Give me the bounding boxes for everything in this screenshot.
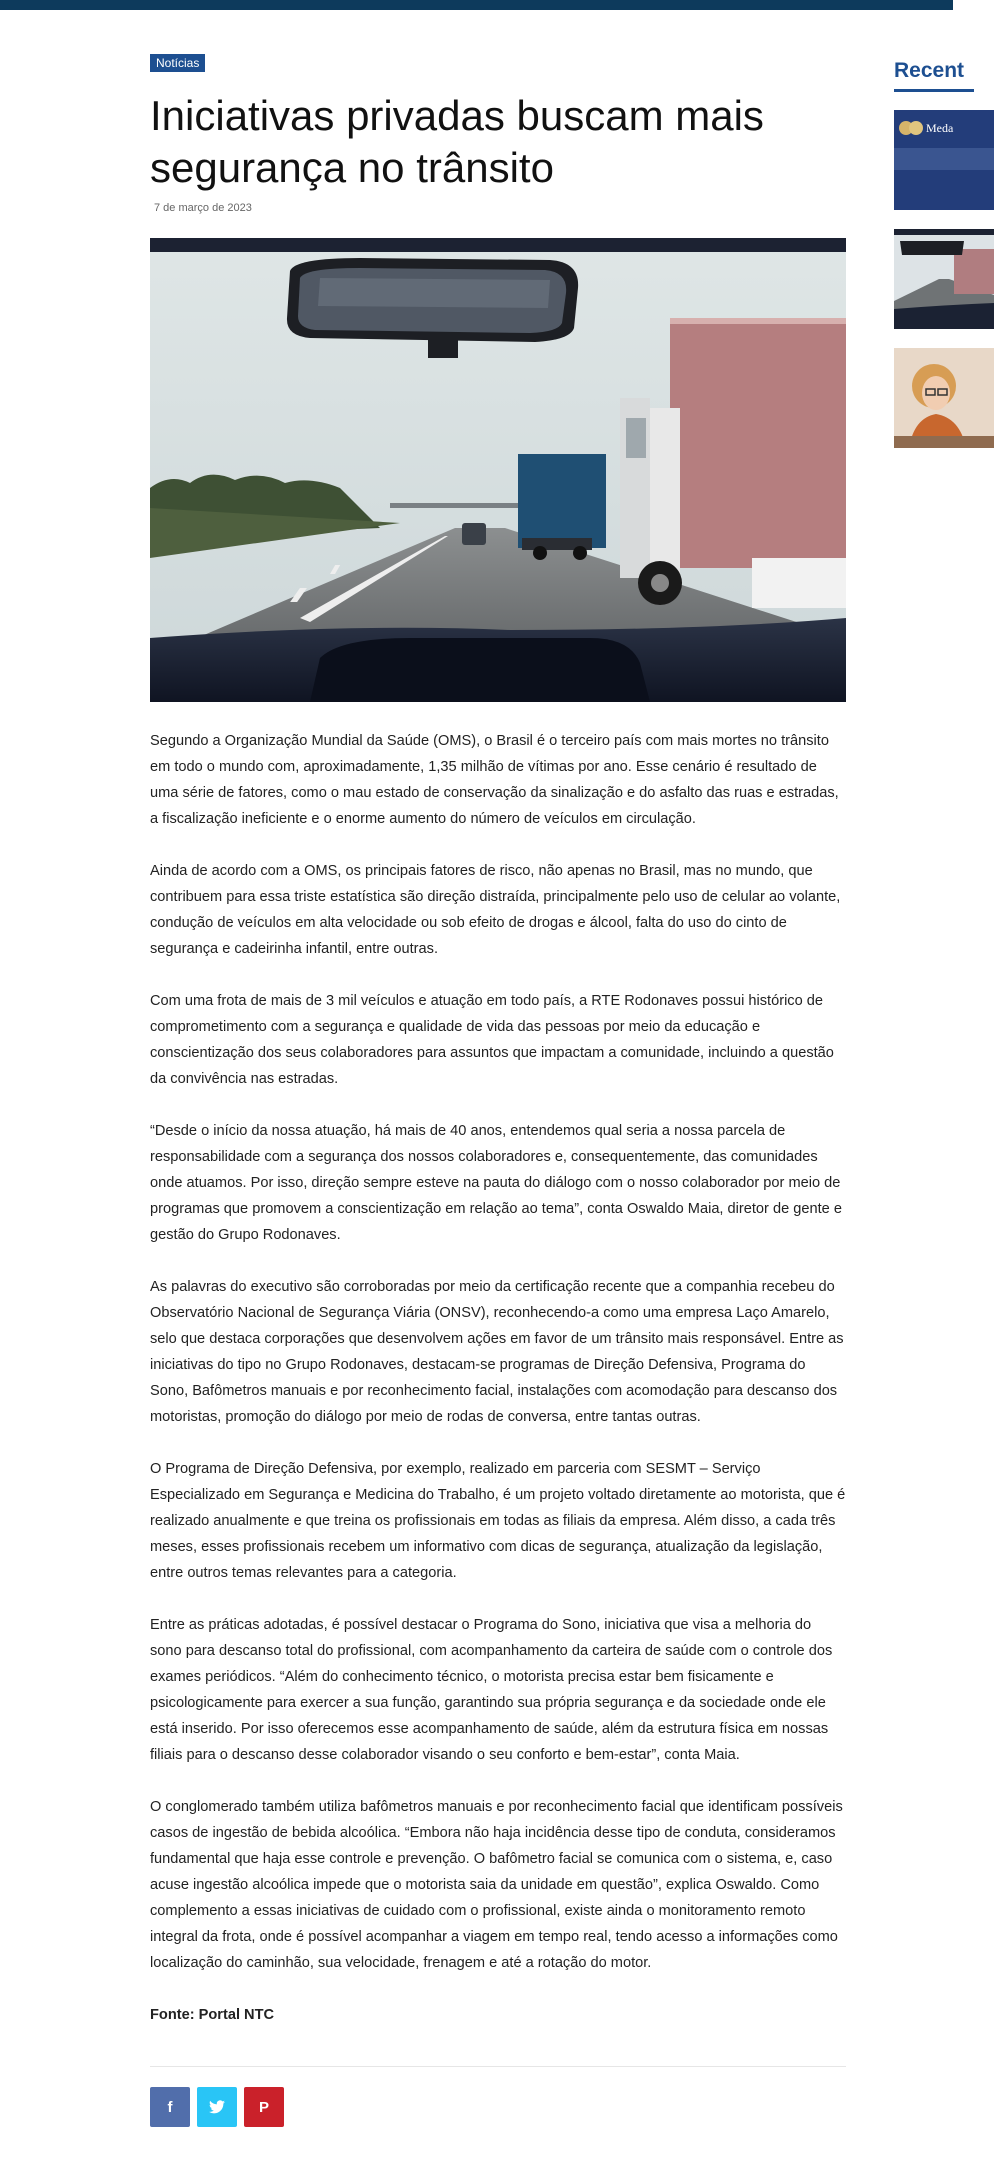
- sidebar-title: Recent: [894, 59, 965, 82]
- paragraph: Segundo a Organização Mundial da Saúde (OMS), o Brasil é o terceiro país com mais mortes no trânsito em todo o mundo com, aproximadamente, 1,35 milhão de vítimas por ano. Esse cenário é resultado de uma série de fatores, como o mau estado de conservação da sinalização e do asfalto das ruas e estradas, a fiscalização ineficiente e o enorme aumento do número de veículos em circulação.: [150, 733, 839, 827]
- paragraph: Entre as práticas adotadas, é possível destacar o Programa do Sono, iniciativa que visa a melhoria do sono para descanso total do profissional, com acompanhamento da carteira de saúde com o controle dos exames periódicos. “Além do conhecimento técnico, o motorista precisa estar bem fisicamente e psicologicamente para exercer a sua função, garantindo sua própria segurança e da sociedade onde ele está inserido. Por isso oferecemos esse acompanhamento de saúde, além da estrutura física em nossas filiais para o descanso desse colaborador visando o seu conforto e bem-estar”, conta Maia.: [150, 1617, 833, 1763]
- twitter-icon: [209, 2100, 225, 2114]
- source-credit: Fonte: Portal NTC: [150, 2007, 275, 2023]
- category-badge[interactable]: Notícias: [150, 54, 205, 72]
- hero-image: [150, 238, 846, 702]
- share-buttons: [150, 2087, 846, 2127]
- facebook-share-button[interactable]: [150, 2087, 190, 2127]
- paragraph: O Programa de Direção Defensiva, por exemplo, realizado em parceria com SESMT – Serviço Especializado em Segurança e Medicina do Trabalho, é um projeto voltado diretamente ao motorista, que é realizado anualmente e que treina os profissionais em todas as filiais da empresa. Além disso, a cada três meses, esses profissionais recebem um informativo com dicas de segurança, atualização da legislação, entre outros temas relevantes para a categoria.: [150, 1461, 846, 1581]
- divider: [150, 2066, 846, 2067]
- sidebar-rule: [894, 89, 974, 92]
- recent-post-thumbnail[interactable]: [894, 348, 994, 448]
- article-title: Iniciativas privadas buscam mais segurança no trânsito: [150, 92, 764, 191]
- sidebar-recent: [894, 56, 974, 448]
- paragraph: As palavras do executivo são corroboradas por meio da certificação recente que a companhia recebeu do Observatório Nacional de Segurança Viária (ONSV), reconhecendo-a como uma empresa Laço Amarelo, selo que destaca corporações que desenvolvem ações em favor de um trânsito mais responsável. Entre as iniciativas do tipo no Grupo Rodonaves, destacam-se programas de Direção Defensiva, Programa do Sono, Bafômetros manuais e por reconhecimento facial, instalações com acomodação para descanso dos motoristas, promoção do diálogo por meio de rodas de conversa, entre tantas outras.: [150, 1279, 844, 1425]
- article-date: 7 de março de 2023: [154, 202, 252, 214]
- article: [150, 54, 846, 2127]
- paragraph: O conglomerado também utiliza bafômetros manuais e por reconhecimento facial que identificam possíveis casos de ingestão de bebida alcoólica. “Embora não haja incidência desse tipo de conduta, consideramos fundamental que haja esse controle e prevenção. O bafômetro facial se comunica com o sistema, e, caso acuse ingestão alcoólica impede que o motorista saia da unidade em questão”, explica Oswaldo. Como complemento a essas iniciativas de cuidado com o profissional, existe ainda o monitoramento remoto integral da frota, onde é possível acompanhar a viagem em tempo real, tendo acesso a informações como localização do caminhão, sua velocidade, frenagem e até a rotação do motor.: [150, 1799, 843, 1971]
- recent-post-thumbnail[interactable]: [894, 229, 994, 329]
- article-body: [150, 728, 846, 1976]
- twitter-share-button[interactable]: [197, 2087, 237, 2127]
- pinterest-share-button[interactable]: [244, 2087, 284, 2127]
- paragraph: Com uma frota de mais de 3 mil veículos e atuação em todo país, a RTE Rodonaves possui histórico de comprometimento com a segurança e qualidade de vida das pessoas por meio da educação e conscientização dos seus colaboradores para assuntos que impactam a comunidade, incluindo a questão da convivência nas estradas.: [150, 993, 834, 1087]
- paragraph: Ainda de acordo com a OMS, os principais fatores de risco, não apenas no Brasil, mas no mundo, que contribuem para essa triste estatística são direção distraída, principalmente pelo uso de celular ao volante, condução de veículos em alta velocidade ou sob efeito de drogas e álcool, falta do uso do cinto de segurança e cadeirinha infantil, entre outras.: [150, 863, 841, 957]
- thumbnail-label: Meda: [926, 121, 954, 135]
- recent-post-thumbnail[interactable]: [894, 110, 994, 210]
- paragraph: “Desde o início da nossa atuação, há mais de 40 anos, entendemos qual seria a nossa parcela de responsabilidade com a segurança dos nossos colaboradores e, consequentemente, das comunidades onde atuamos. Por isso, direção sempre esteve na pauta do diálogo com o nosso colaborador por meio de programas que promovem a conscientização em relação ao tema”, conta Oswaldo Maia, diretor de gente e gestão do Grupo Rodonaves.: [150, 1123, 842, 1243]
- top-bar: [0, 0, 953, 10]
- facebook-icon: f: [167, 2098, 173, 2116]
- pinterest-icon: P: [258, 2098, 269, 2116]
